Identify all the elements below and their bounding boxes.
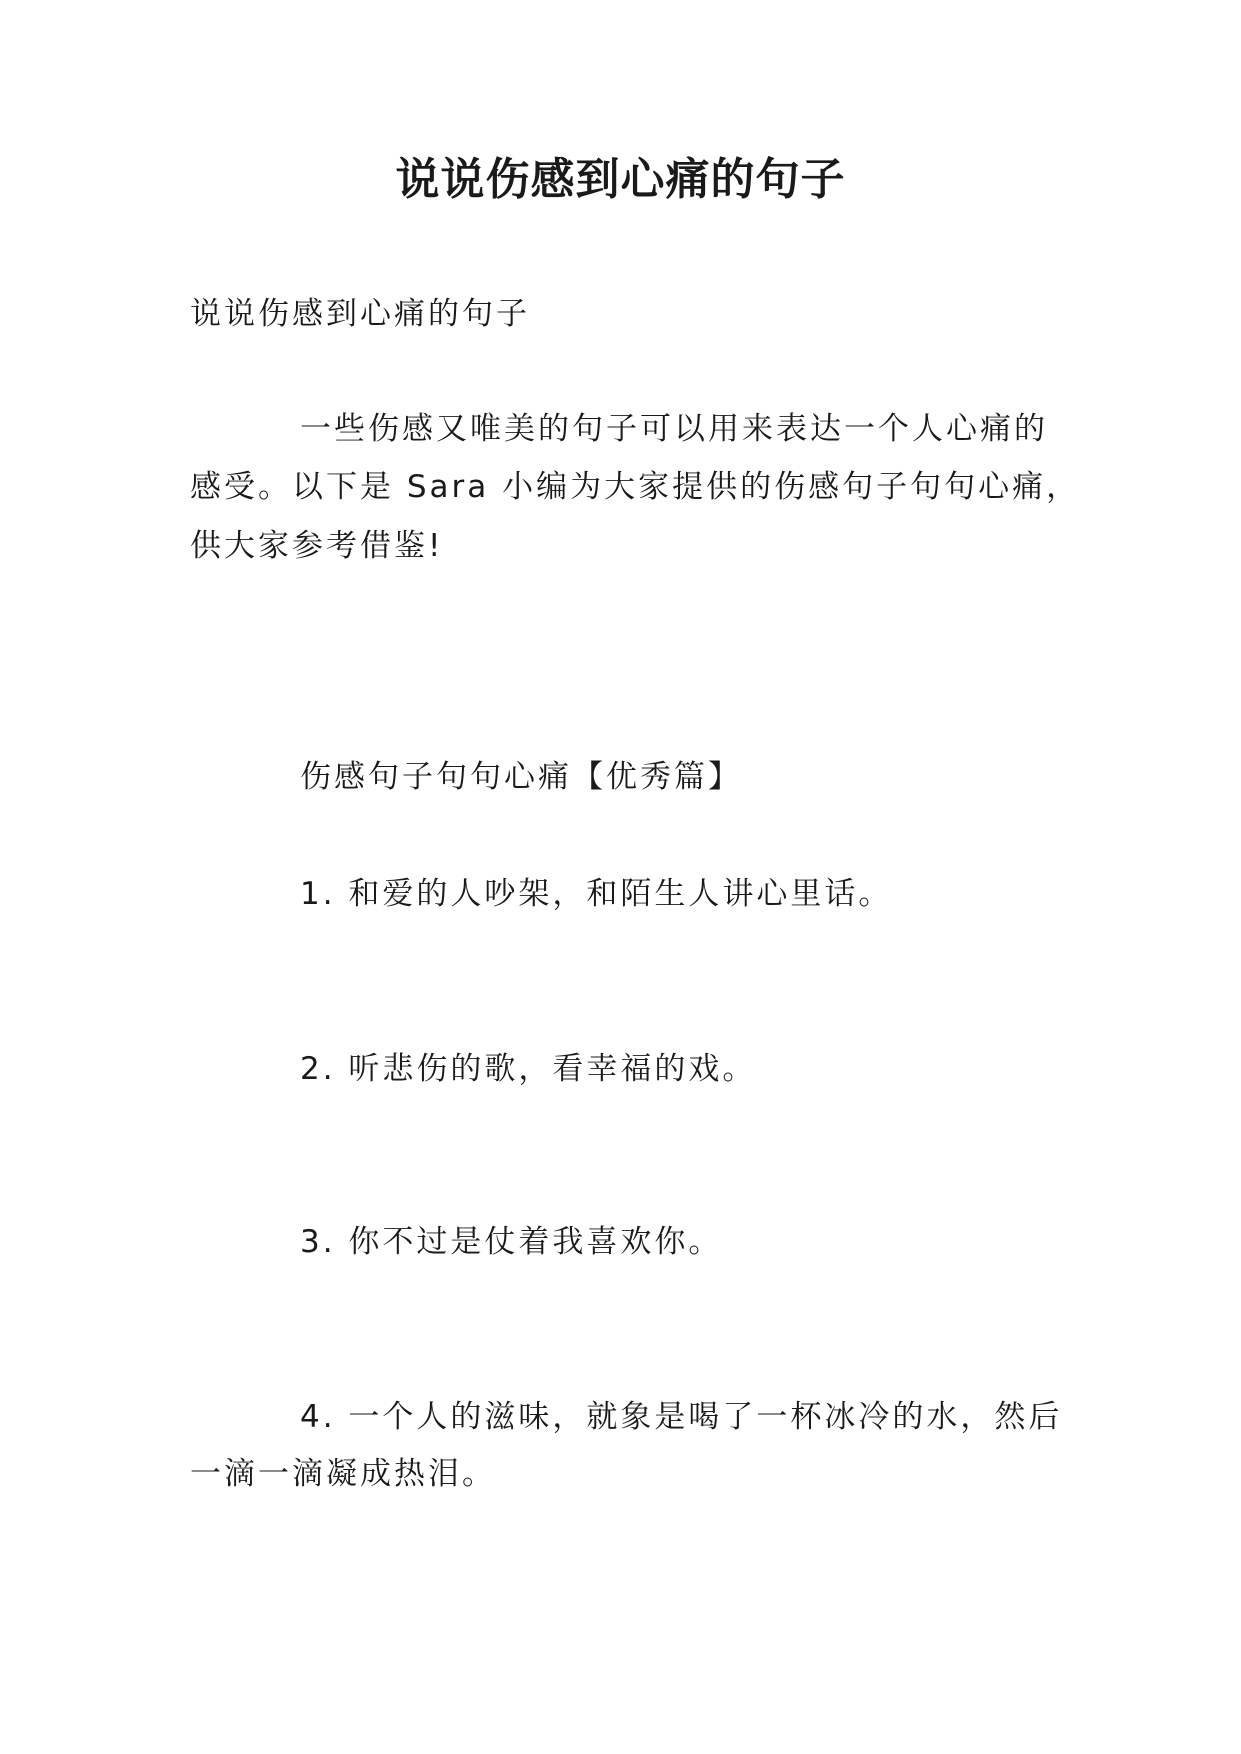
intro-line-3: 供大家参考借鉴!: [190, 528, 444, 564]
list-item-1: 1. 和爱的人吵架，和陌生人讲心里话。: [300, 876, 893, 912]
document-subtitle: 说说伤感到心痛的句子: [190, 296, 530, 332]
list-item-4-line-1: 4. 一个人的滋味，就象是喝了一杯冰冷的水，然后: [300, 1399, 1063, 1435]
list-item-4-line-2: 一滴一滴凝成热泪。: [190, 1456, 496, 1492]
section-heading: 伤感句子句句心痛【优秀篇】: [300, 759, 742, 795]
list-item-3: 3. 你不过是仗着我喜欢你。: [300, 1224, 723, 1260]
intro-line-1: 一些伤感又唯美的句子可以用来表达一个人心痛的: [300, 411, 1048, 447]
document-title: 说说伤感到心痛的句子: [395, 154, 846, 205]
intro-line-2: 感受。以下是 Sara 小编为大家提供的伤感句子句句心痛，: [190, 469, 1081, 505]
list-item-2: 2. 听悲伤的歌，看幸福的戏。: [300, 1051, 757, 1087]
